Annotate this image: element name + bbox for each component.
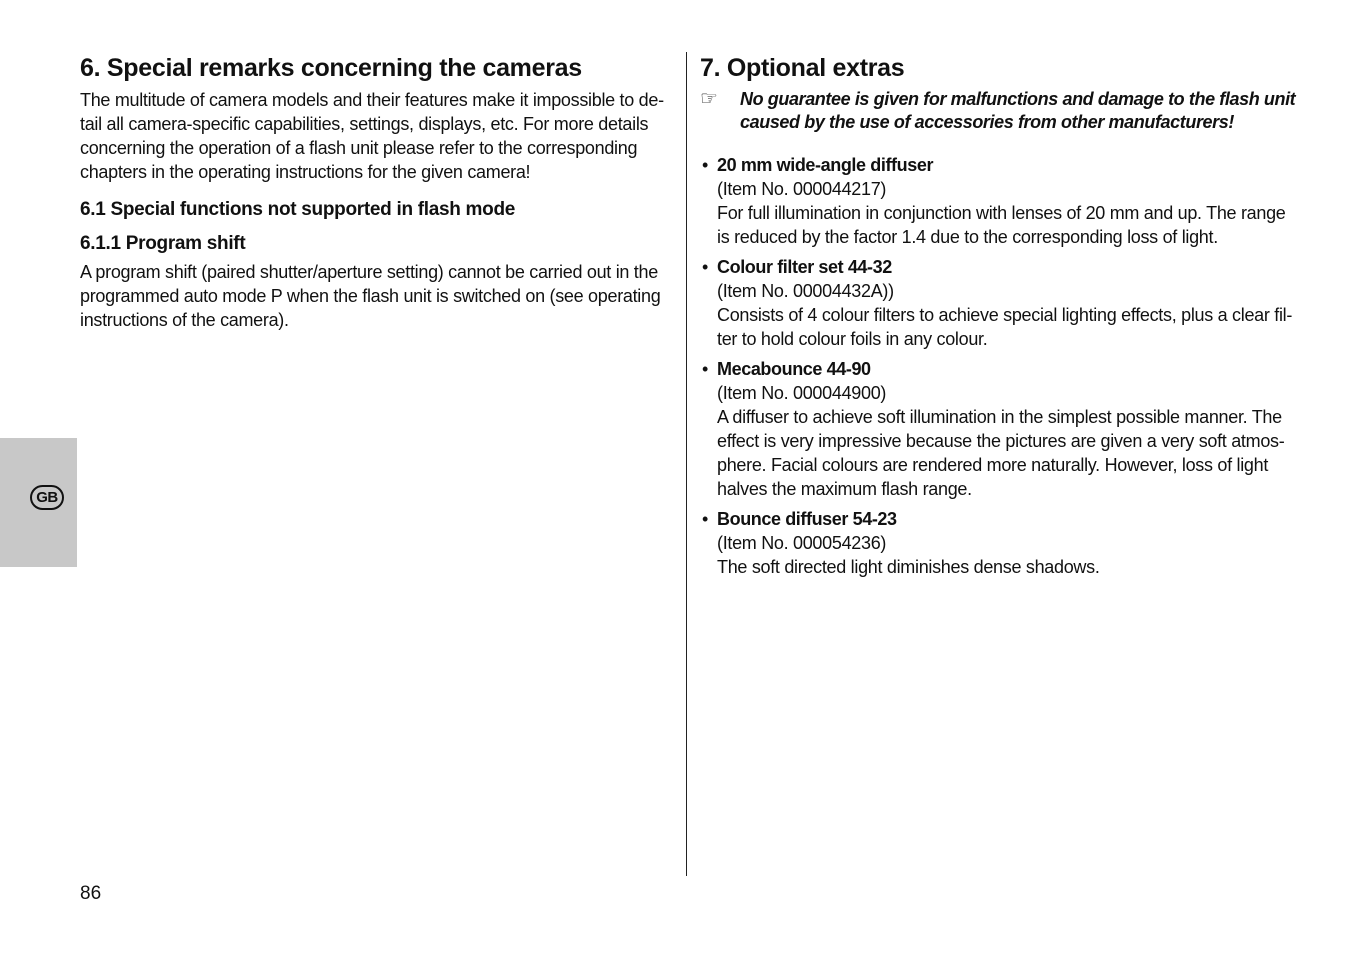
bullet-icon: • — [702, 155, 709, 175]
page-number: 86 — [80, 883, 102, 904]
warning-note — [700, 88, 1300, 134]
item-description: A diffuser to achieve soft illumination in the simplest possible manner. The effect is very impressive because the pictures are given a very soft atmos-phere. Facial colours are rendered more naturally. However, loss of light halves the maximum flash range. — [717, 407, 1285, 499]
bullet-icon: • — [702, 359, 709, 379]
bullet-icon: • — [702, 257, 709, 277]
section-6-intro: The multitude of camera models and their features make it impossible to de-tail all camera-specific capabilities, settings, displays, etc. For more details concerning the operation of a flash unit please refer to the corresponding chapters in the operating instructions for the given camera! — [80, 90, 664, 182]
item-number: (Item No. 000054236) — [717, 533, 887, 553]
section-6-1-title: 6.1 Special functions not supported in flash mode — [80, 199, 516, 220]
item-name: Colour filter set 44-32 — [717, 257, 892, 277]
section-7-title: 7. Optional extras — [700, 54, 905, 82]
item-description: For full illumination in conjunction with lenses of 20 mm and up. The range is reduced by the factor 1.4 due to the corresponding loss of light. — [717, 203, 1286, 247]
list-item — [700, 153, 1300, 249]
bullet-icon: • — [702, 509, 709, 529]
section-6-1-1-title: 6.1.1 Program shift — [80, 233, 246, 254]
list-item — [700, 255, 1300, 351]
section-6-1-1-text: A program shift (paired shutter/aperture setting) cannot be carried out in the programmed auto mode P when the flash unit is switched on (see operating instructions of the camera). — [80, 262, 661, 330]
item-description: Consists of 4 colour filters to achieve special lighting effects, plus a clear fil-ter to hold colour foils in any colour. — [717, 305, 1293, 349]
item-name: Mecabounce 44-90 — [717, 359, 871, 379]
item-name: 20 mm wide-angle diffuser — [717, 155, 934, 175]
list-item — [700, 357, 1300, 501]
item-number: (Item No. 000044217) — [717, 179, 887, 199]
item-number: (Item No. 00004432A)) — [717, 281, 894, 301]
left-column — [80, 52, 676, 332]
list-item — [700, 507, 1300, 579]
language-badge: GB — [30, 485, 64, 510]
pointing-hand-icon: ☞ — [700, 88, 718, 110]
section-6-title: 6. Special remarks concerning the cameras — [80, 54, 582, 82]
optional-extras-list — [700, 153, 1300, 579]
item-name: Bounce diffuser 54-23 — [717, 509, 897, 529]
warning-note-text: No guarantee is given for malfunctions and damage to the flash unit caused by the use of accessories from other manufacturers! — [740, 89, 1296, 132]
right-column — [700, 52, 1300, 585]
item-description: The soft directed light diminishes dense shadows. — [717, 557, 1100, 577]
column-divider — [686, 52, 687, 876]
item-number: (Item No. 000044900) — [717, 383, 887, 403]
